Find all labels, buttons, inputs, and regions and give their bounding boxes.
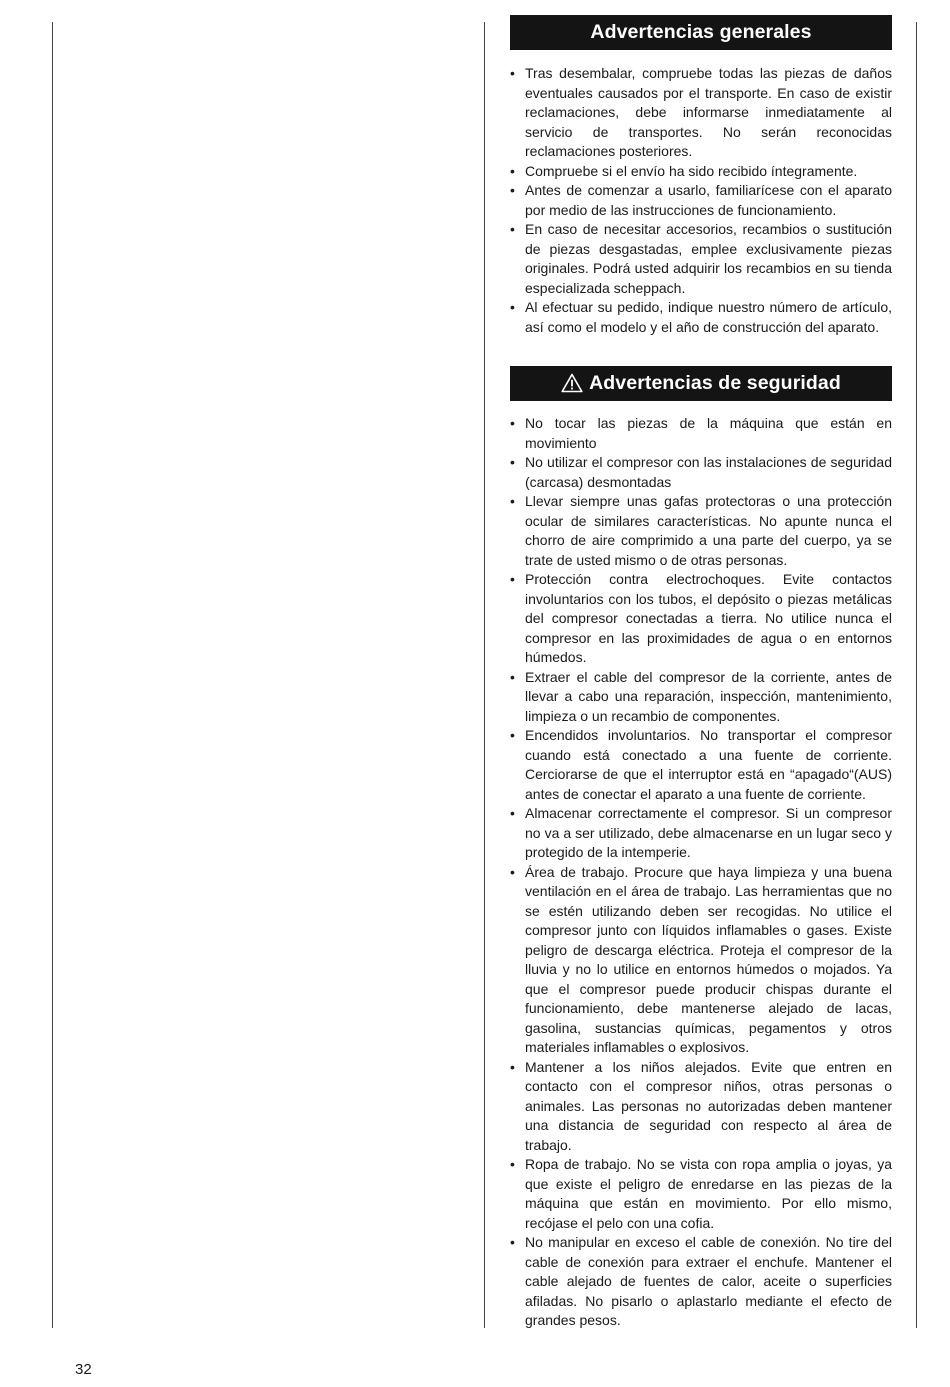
general-warnings-list [510,64,892,337]
safety-warnings-list [510,414,892,1331]
bullet-icon: • [510,668,515,685]
list-item-text: No manipular en exceso el cable de conexión. No tire del cable de conexión para extraer el enchufe. Mantener el cable alejado de fuentes de calor, aceite o superficies afiladas. No pisarlo o aplastarlo mediante el efecto de grandes pesos. [525,1234,892,1328]
bullet-icon: • [510,182,515,198]
bullet-icon: • [510,221,515,237]
bullet-icon: • [510,863,515,880]
list-item-text: No utilizar el compresor con las instalaciones de seguridad (carcasa) desmontadas [525,454,892,490]
list-item [510,804,892,863]
list-item-text: Encendidos involuntarios. No transportar el compresor cuando está conectado a una fuente de corriente. Cerciorarse de que el interruptor está en “apagado“(AUS) antes de conectar el aparato a una fuente de corriente. [525,727,892,802]
list-item [510,414,892,453]
safety-warnings-heading [510,366,892,401]
bullet-icon: • [510,1234,515,1250]
bullet-icon: • [510,1058,515,1075]
general-warnings-title: Advertencias generales [590,21,812,43]
bullet-icon: • [510,299,515,315]
general-warnings-heading [510,15,892,50]
bullet-icon: • [510,1156,515,1172]
list-item [510,1233,892,1331]
list-item-text: Ropa de trabajo. No se vista con ropa amplia o joyas, ya que existe el peligro de enredarse en las piezas de la máquina que están en movimiento. Por ello mismo, recójase el pelo con una cofia. [525,1156,892,1231]
bullet-icon: • [510,65,515,81]
right-column [510,15,892,1331]
list-item-text: Al efectuar su pedido, indique nuestro número de artículo, así como el modelo y el año de construcción del aparato. [525,299,892,335]
bullet-icon: • [510,805,515,821]
warning-triangle-icon [561,373,583,393]
left-margin-rule [52,22,53,1328]
bullet-icon: • [510,162,515,179]
list-item-text: Extraer el cable del compresor de la corriente, antes de llevar a cabo una reparación, inspección, mantenimiento, limpieza o un recambio de componentes. [525,668,892,724]
list-item [510,453,892,492]
list-item [510,1058,892,1156]
bullet-icon: • [510,571,515,587]
list-item [510,668,892,727]
right-margin-rule [916,22,917,1328]
list-item [510,492,892,570]
bullet-icon: • [510,415,515,431]
list-item [510,863,892,1058]
list-item [510,726,892,804]
list-item-text: Mantener a los niños alejados. Evite que entren en contacto con el compresor niños, otras personas o animales. Las personas no autorizadas deben mantener una distancia de seguridad con respecto al área de trabajo. [525,1058,892,1153]
list-item-text: Protección contra electrochoques. Evite contactos involuntarios con los tubos, el depósito o piezas metálicas del compresor conectadas a tierra. No utilice nunca el compresor en las proximidades de agua o en entornos húmedos. [525,571,892,665]
center-gutter-rule [484,22,485,1328]
list-item [510,64,892,162]
list-item [510,162,892,182]
list-item [510,570,892,668]
list-item-text: Llevar siempre unas gafas protectoras o una protección ocular de similares características. No apunte nunca el chorro de aire comprimido a una parte del cuerpo, ya se trate de usted mismo o de otras personas. [525,493,892,568]
list-item-text: No tocar las piezas de la máquina que están en movimiento [525,415,892,451]
list-item-text: Almacenar correctamente el compresor. Si un compresor no va a ser utilizado, debe almacenarse en un lugar seco y protegido de la intemperie. [525,805,892,860]
bullet-icon: • [510,727,515,743]
list-item [510,220,892,298]
list-item [510,1155,892,1233]
list-item-text: Antes de comenzar a usarlo, familiarícese con el aparato por medio de las instrucciones de funcionamiento. [525,182,892,218]
list-item-text: Área de trabajo. Procure que haya limpieza y una buena ventilación en el área de trabajo. Las herramientas que no se estén utilizando deben ser recogidas. No utilice el compresor junto con líquidos inflamables o gases. Existe peligro de descarga eléctrica. Proteja el compresor de la lluvia y no lo utilice en entornos húmedos o mojados. Ya que el compresor puede producir chispas durante el funcionamiento, debe mantenerse alejado de lacas, gasolina, sustancias químicas, pegamentos y otros materiales inflamables o explosivos. [525,863,892,1055]
list-item-text: Compruebe si el envío ha sido recibido íntegramente. [525,162,858,179]
list-item-text: Tras desembalar, compruebe todas las piezas de daños eventuales causados por el transporte. En caso de existir reclamaciones, debe informarse inmediatamente al servicio de transportes. No serán reconocidas reclamaciones posteriores. [525,65,892,159]
page-number: 32 [75,1361,92,1378]
safety-warnings-title: Advertencias de seguridad [589,372,841,394]
list-item-text: En caso de necesitar accesorios, recambios o sustitución de piezas desgastadas, emplee exclusivamente piezas originales. Podrá usted adquirir los recambios en su tienda especializada scheppach. [525,221,892,296]
list-item [510,298,892,337]
bullet-icon: • [510,493,515,509]
list-item [510,181,892,220]
bullet-icon: • [510,454,515,470]
